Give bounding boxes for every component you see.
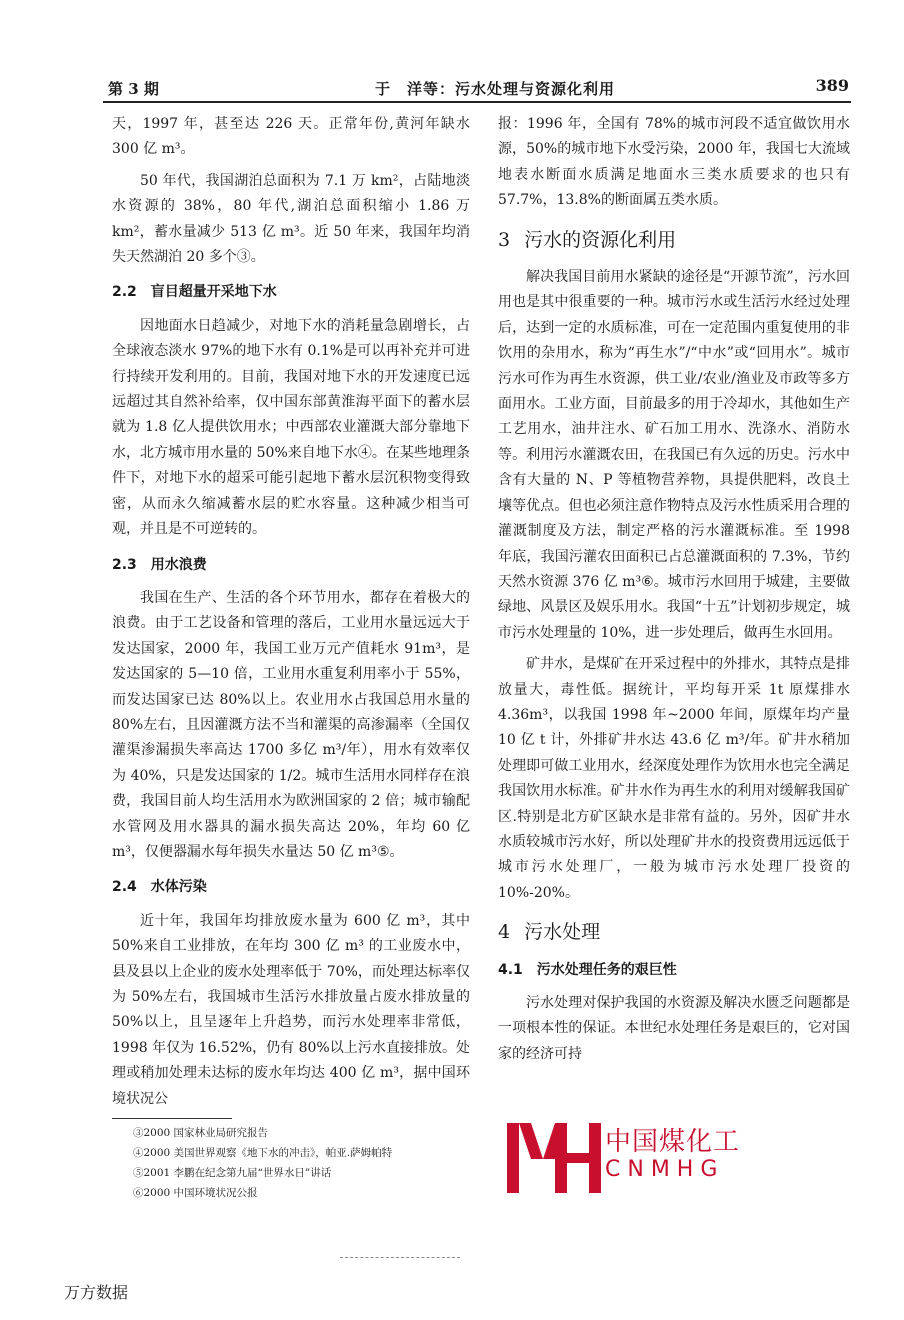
paragraph: 近十年，我国年均排放废水量为 600 亿 m³，其中 50%来自工业排放，在年均 300 亿 m³ 的工业废水中，县及县以上企业的废水处理率低于 70%，而处理达标率仅为 50%左右，我国城市生活污水排放量占废水排放量的 50%以上，且呈逐年上升趋势，而污水处理率非常低，1998 年仅为 16.52%，仍有 80%以上污水直接排放。处理或稍加处理未达标的废水年均达 400 亿 m³，据中国环境状况公 — [112, 912, 470, 1107]
issue-label: 第 3 期 — [108, 80, 159, 98]
bottom-dash — [340, 1257, 460, 1259]
page-number: 389 — [815, 76, 849, 95]
section-number: 4 — [498, 921, 511, 944]
footnote: ③2000 国家林业局研究报告 — [133, 1127, 269, 1140]
paragraph: 50 年代，我国湖泊总面积为 7.1 万 km²，占陆地淡水资源的 38%，80 年代,湖泊总面积缩小 1.86 万 km²，蓄水量减少 513 亿 m³。近 50 年来，我国年均消失天然湖泊 20 多个③。 — [112, 172, 470, 266]
section-heading-2-4: 2.4 水体污染 — [112, 879, 207, 896]
paragraph: 我国在生产、生活的各个环节用水，都存在着极大的浪费。由于工艺设备和管理的落后，工业用水量远远大于发达国家，2000 年，我国工业万元产值耗水 91m³，是发达国家的 5—10 倍，工业用水重复利用率小于 55%，而发达国家已达 80%以上。农业用水占我国总用水量的 80%左右，且因灌溉方法不当和灌渠的高渗漏率（全国仅灌渠渗漏损失率高达 1700 多亿 m³/年），用水有效率仅为 40%，只是发达国家的 1/2。城市生活用水同样存在浪费，我国目前人均生活用水为欧洲国家的 2 倍；城市输配水管网及用水器具的漏水损失高达 20%，年均 60 亿 m³，仅便器漏水每年损失水量达 50 亿 m³⑤。 — [112, 589, 470, 860]
section-heading-3 — [498, 228, 850, 253]
section-title: 污水的资源化利用 — [524, 228, 677, 251]
watermark — [505, 1117, 865, 1195]
watermark-cn: 中国煤化工 — [605, 1121, 740, 1158]
left-column — [112, 112, 470, 1203]
footnote-rule — [112, 1118, 232, 1119]
paragraph: 污水处理对保护我国的水资源及解决水匮乏问题都是一项根本性的保证。本世纪水处理任务是艰巨的，它对国家的经济可持 — [498, 995, 850, 1062]
section-heading-2-2: 2.2 盲目超量开采地下水 — [112, 284, 277, 301]
footnote: ⑥2000 中国环境状况公报 — [133, 1187, 258, 1200]
section-heading-4 — [498, 920, 850, 945]
paragraph: 矿井水，是煤矿在开采过程中的外排水，其特点是排放量大，毒性低。据统计，平均每开采 1t 原煤排水 4.36m³，以我国 1998 年~2000 年间，原煤年均产量 10 亿 t 计，外排矿井水达 43.6 亿 m³/年。矿井水稍加处理即可做工业用水，经深度处理作为饮用水也完全满足我国饮用水标准。矿井水作为再生水的利用对缓解我国矿区.特别是北方矿区缺水是非常有益的。另外，因矿井水水质较城市污水好，所以处理矿井水的投资费用远远低于城市污水处理厂，一般为城市污水处理厂投资的 10%-20%。 — [498, 656, 850, 901]
footnote: ④2000 美国世界观察《地下水的冲击》，帕亚.萨姆帕特 — [133, 1147, 393, 1160]
watermark-en: CNMHG — [605, 1157, 725, 1182]
paragraph: 因地面水日趋减少，对地下水的消耗量急剧增长，占全球液态淡水 97%的地下水有 0.1%是可以再补充并可进行持续开发利用的。目前，我国对地下水的开发速度已远远超过其自然补给率，仅中国东部黄淮海平面下的蓄水层就为 1.8 亿人提供饮用水；中西部农业灌溉大部分靠地下水，北方城市用水量的 50%来自地下水④。在某些地理条件下，对地下水的超采可能引起地下蓄水层沉积物变得致密，从而永久缩减蓄水层的贮水容量。这种减少相当可观，并且是不可逆转的。 — [112, 317, 470, 538]
header-rule — [103, 101, 851, 103]
paragraph: 报：1996 年，全国有 78%的城市河段不适宜做饮用水源，50%的城市地下水受污染，2000 年，我国七大流域地表水断面水质满足地面水三类水质要求的也只有 57.7%，13.8%的断面属五类水质。 — [498, 116, 850, 209]
paragraph: 解决我国目前用水紧缺的途径是“开源节流”，污水回用也是其中很重要的一种。城市污水或生活污水经过处理后，达到一定的水质标准，可在一定范围内重复使用的非饮用的杂用水，称为“再生水”/“中水”或“回用水”。城市污水可作为再生水资源，供工业/农业/渔业及市政等多方面用水。工业方面，目前最多的用于冷却水，其他如生产工艺用水，油井注水、矿石加工用水、洗涤水、消防水等。利用污水灌溉农田，在我国已有久远的历史。污水中含有大量的 N、P 等植物营养物，具提供肥料，改良土壤等优点。但也必须注意作物特点及污水性质采用合理的灌溉制度及方法，制定严格的污水灌溉标准。至 1998 年底，我国污灌农田面积已占总灌溉面积的 7.3%，节约天然水资源 376 亿 m³⑥。城市污水回用于城建，主要做绿地、风景区及娱乐用水。我国“十五”计划初步规定，城市污水处理量的 10%，进一步处理后，做再生水回用。 — [498, 269, 850, 641]
right-column — [498, 112, 850, 1073]
brand-label: 万方数据 — [64, 1283, 129, 1302]
watermark-logo-icon — [505, 1119, 605, 1195]
footnote: ⑤2001 李鹏在纪念第九届“世界水日”讲话 — [133, 1167, 332, 1180]
section-heading-4-1: 4.1 污水处理任务的艰巨性 — [498, 961, 677, 978]
section-heading-2-3: 2.3 用水浪费 — [112, 556, 207, 573]
running-header — [0, 78, 904, 100]
paragraph: 天，1997 年，甚至达 226 天。正常年份,黄河年缺水 300 亿 m³。 — [112, 116, 470, 158]
running-title: 于 洋等：污水处理与资源化利用 — [375, 80, 616, 98]
section-number: 3 — [498, 228, 511, 251]
section-title: 污水处理 — [524, 921, 601, 944]
